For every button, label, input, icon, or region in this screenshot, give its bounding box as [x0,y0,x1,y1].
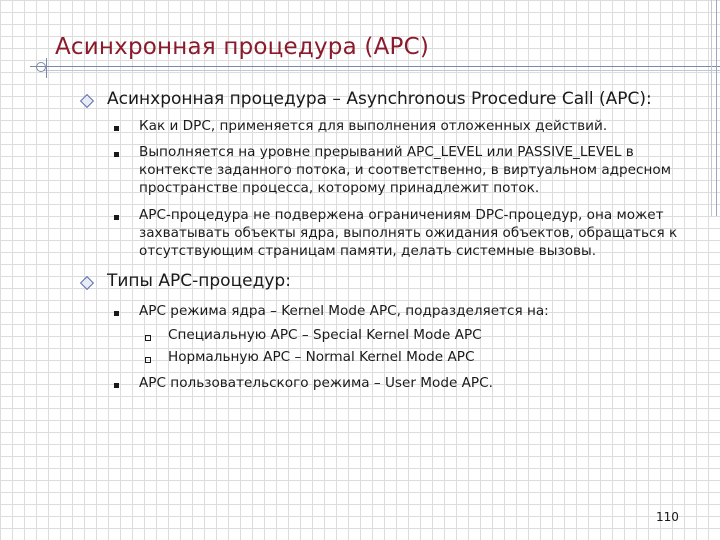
title-rule [30,66,720,67]
list-item: Как и DPC, применяется для выполнения отложенных действий. [139,118,608,134]
bullet-square-icon [114,311,119,316]
bullet-square-icon [114,152,119,157]
right-rule [716,0,717,216]
right-rule-secondary [711,0,712,216]
corner-ornament [36,62,46,72]
list-item: Выполняется на уровне прерываний APC_LEVEL или PASSIVE_LEVEL в контексте заданного потока, и соответственно, в виртуальном адресном пространстве процесса, которому принадлежит поток. [139,144,671,196]
list-item: APC-процедура не подвержена ограничениям DPC-процедур, она может захватывать объекты ядра, выполнять ожидания объектов, обращаться к отсутствующим страницам памяти, делать системные вызовы. [139,207,678,259]
bullet-square-icon [114,383,119,388]
list-item: APC режима ядра – Kernel Mode APC, подразделяется на: [139,303,549,319]
sub-list-item: Специальную APC – Special Kernel Mode APC [168,327,482,343]
sub-list-item: Нормальную APC – Normal Kernel Mode APC [168,349,475,365]
page-number: 110 [656,510,679,524]
title-rule-secondary [44,70,720,71]
slide-title: Асинхронная процедура (APC) [55,34,430,60]
section-heading-apc: Асинхронная процедура – Asynchronous Procedure Call (APC): [107,89,652,109]
bullet-square-icon [114,215,119,220]
section-heading-apc-types: Типы APC-процедур: [107,271,291,291]
title-rule-vertical [46,58,47,78]
list-item: APC пользовательского режима – User Mode APC. [139,375,493,391]
section-bullet-diamond-icon [80,94,94,108]
sub-bullet-hollow-square-icon [145,357,151,363]
sub-bullet-hollow-square-icon [145,335,151,341]
section-bullet-diamond-icon [80,276,94,290]
bullet-square-icon [114,126,119,131]
